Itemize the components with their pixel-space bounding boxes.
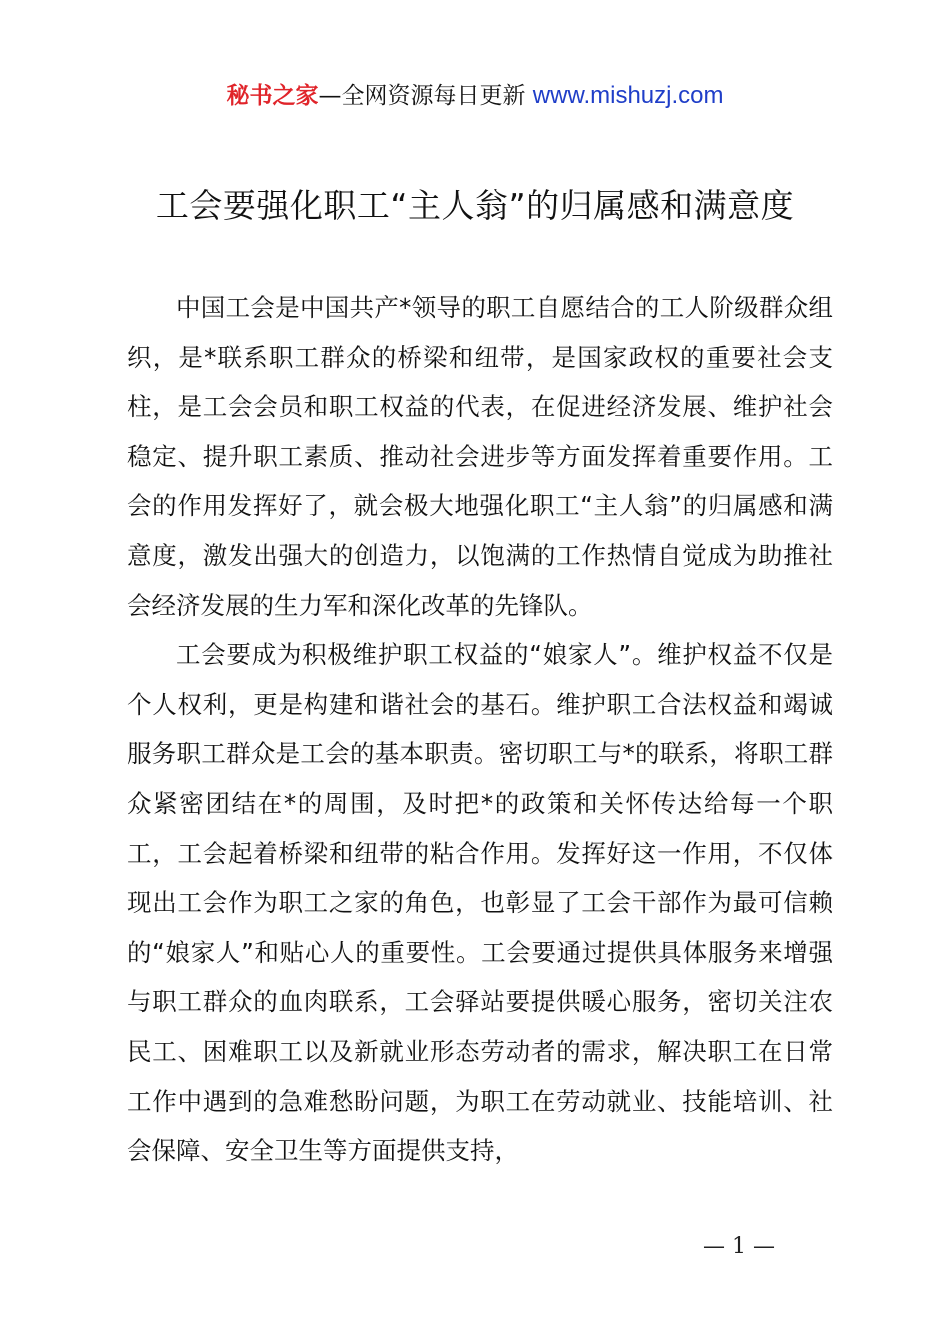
- site-slogan: —全网资源每日更新: [318, 83, 526, 109]
- site-header: [0, 80, 950, 112]
- site-brand: 秘书之家: [226, 83, 319, 109]
- page-number: — 1 —: [703, 1234, 775, 1259]
- site-url-link[interactable]: www.mishuzj.com: [532, 82, 724, 109]
- paragraph-1: 中国工会是中国共产*领导的职工自愿结合的工人阶级群众组织，是*联系职工群众的桥梁和纽带，是国家政权的重要社会支柱，是工会会员和职工权益的代表，在促进经济发展、维护社会稳定、提升职工素质、推动社会进步等方面发挥着重要作用。工会的作用发挥好了，就会极大地强化职工“主人翁”的归属感和满意度，激发出强大的创造力，以饱满的工作热情自觉成为助推社会经济发展的生力军和深化改革的先锋队。: [127, 293, 833, 620]
- paragraph-2: 工会要成为积极维护职工权益的“娘家人”。维护权益不仅是个人权利，更是构建和谐社会的基石。维护职工合法权益和竭诚服务职工群众是工会的基本职责。密切职工与*的联系，将职工群众紧密团结在*的周围，及时把*的政策和关怀传达给每一个职工，工会起着桥梁和纽带的粘合作用。发挥好这一作用，不仅体现出工会作为职工之家的角色，也彰显了工会干部作为最可信赖的“娘家人”和贴心人的重要性。工会要通过提供具体服务来增强与职工群众的血肉联系，工会驿站要提供暖心服务，密切关注农民工、困难职工以及新就业形态劳动者的需求，解决职工在日常工作中遇到的急难愁盼问题，为职工在劳动就业、技能培训、社会保障、安全卫生等方面提供支持，: [127, 640, 833, 1166]
- document-body: [127, 283, 833, 1176]
- document-title: 工会要强化职工“主人翁”的归属感和满意度: [155, 186, 795, 225]
